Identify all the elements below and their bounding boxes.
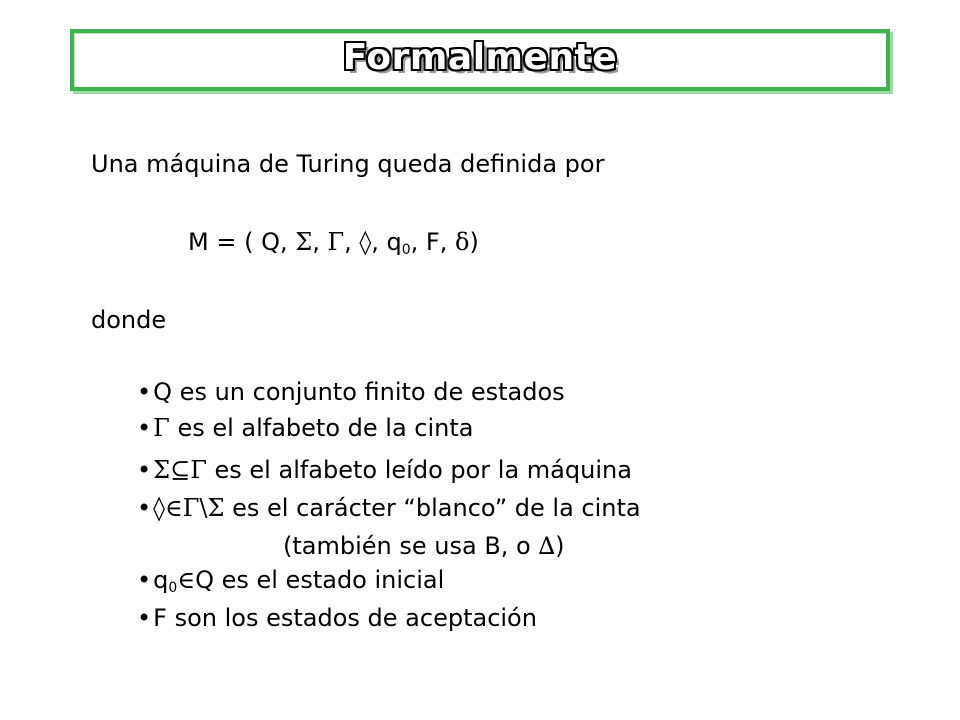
item-text: es el carácter “blanco” de la cinta xyxy=(224,494,641,522)
tuple-sep: , q xyxy=(371,228,402,256)
item-text: es el alfabeto leído por la máquina xyxy=(206,456,632,484)
slide-title: Formalmente xyxy=(342,36,618,78)
item-text: Q es el estado inicial xyxy=(195,566,445,594)
item-symbol: ∈ xyxy=(177,566,196,594)
tuple-prefix: M = ( Q, xyxy=(188,228,296,256)
item-symbol: ◊∈Γ\Σ xyxy=(153,494,225,522)
item-text: Q es un conjunto finito de estados xyxy=(153,378,565,406)
list-item xyxy=(137,414,473,442)
item-prefix: q xyxy=(153,566,169,594)
list-item xyxy=(137,566,444,594)
donde-text: donde xyxy=(91,306,167,334)
bullet-icon: • xyxy=(137,414,152,442)
tuple-sep: , xyxy=(312,228,328,256)
item-symbol: Γ xyxy=(153,414,170,442)
tuple-suffix: ) xyxy=(469,228,479,256)
item-symbol: ∆ xyxy=(538,532,556,560)
tuple-sep: , F, xyxy=(410,228,455,256)
blank-symbol: ◊ xyxy=(359,228,372,256)
list-item-continuation xyxy=(283,532,565,560)
intro-text: Una máquina de Turing queda definida por xyxy=(91,150,605,178)
delta-symbol: δ xyxy=(454,228,470,256)
item-text: (también se usa B, o xyxy=(283,532,539,560)
gamma-symbol: Γ xyxy=(327,228,345,256)
list-item xyxy=(137,494,641,522)
tuple-sep: , xyxy=(344,228,360,256)
item-symbol: Σ⊆Γ xyxy=(153,456,207,484)
item-text: ) xyxy=(555,532,565,560)
item-text: es el alfabeto de la cinta xyxy=(169,414,474,442)
title-box xyxy=(70,29,890,91)
sigma-symbol: Σ xyxy=(295,228,313,256)
tuple-definition xyxy=(188,228,479,256)
bullet-icon: • xyxy=(137,566,152,594)
item-subscript: 0 xyxy=(168,580,178,596)
bullet-icon: • xyxy=(137,456,152,484)
item-text: F son los estados de aceptación xyxy=(153,604,537,632)
bullet-icon: • xyxy=(137,378,152,406)
bullet-icon: • xyxy=(137,604,152,632)
q-subscript: 0 xyxy=(401,242,411,258)
bullet-icon: • xyxy=(137,494,152,522)
list-item xyxy=(137,456,632,484)
list-item xyxy=(137,378,565,406)
list-item xyxy=(137,604,537,632)
